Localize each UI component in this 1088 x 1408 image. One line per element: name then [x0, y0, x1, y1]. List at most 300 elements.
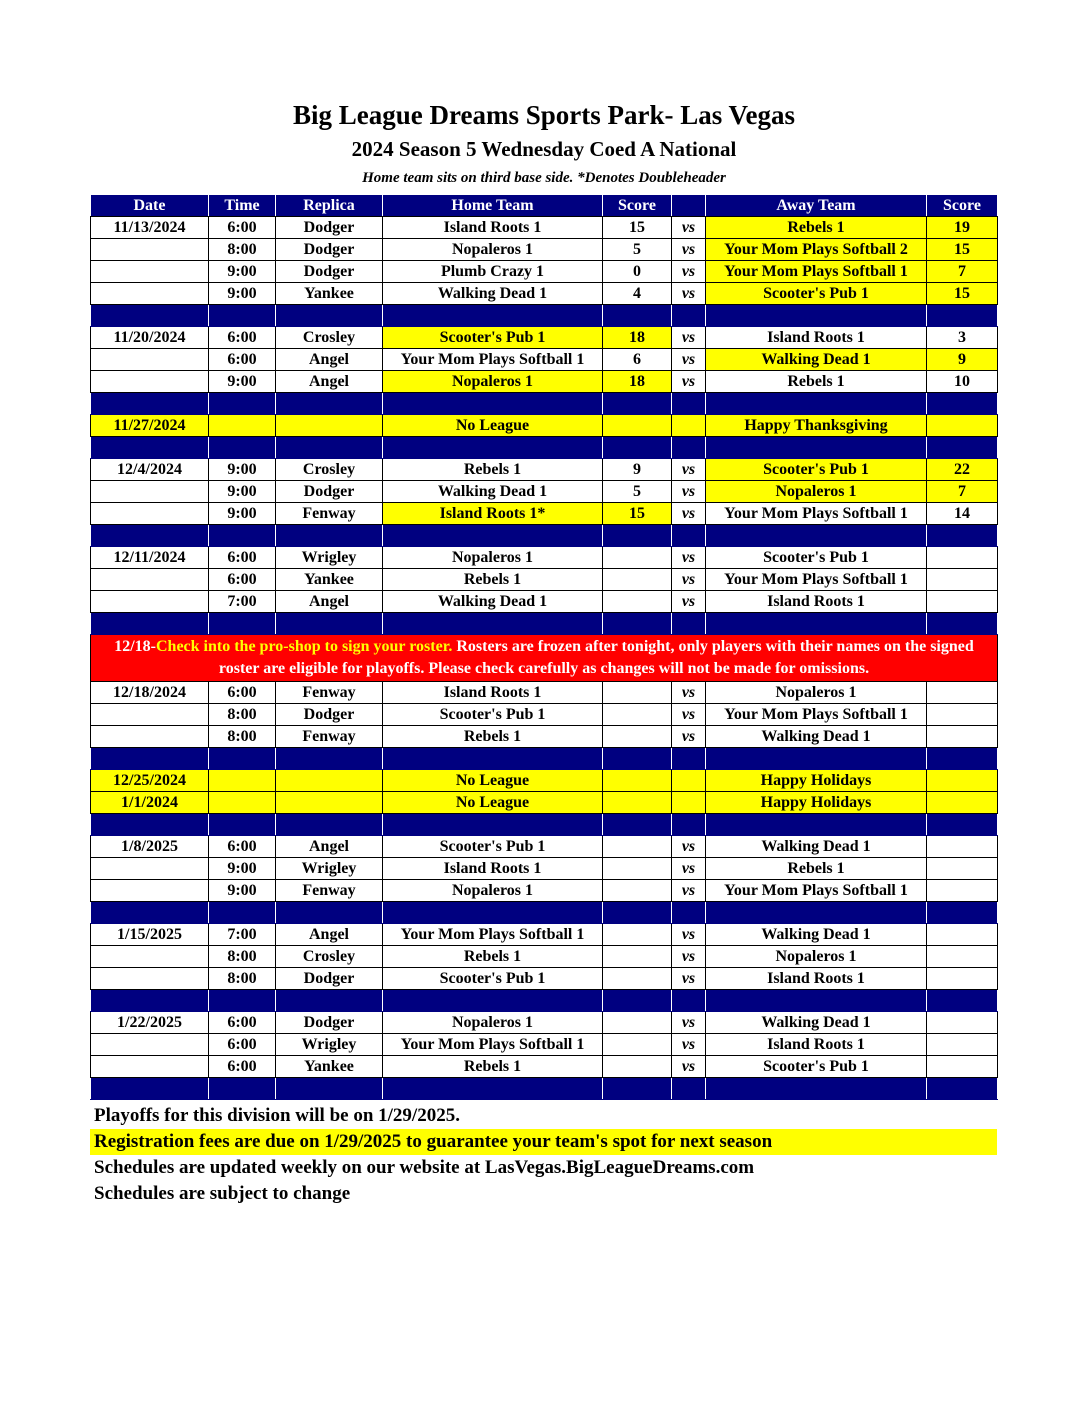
date-cell — [91, 349, 209, 371]
separator-cell — [276, 748, 383, 770]
separator-row — [91, 393, 998, 415]
time-cell: 9:00 — [209, 880, 276, 902]
separator-cell — [672, 748, 706, 770]
replica-cell: Dodger — [276, 217, 383, 239]
vs-cell: vs — [672, 726, 706, 748]
separator-cell — [209, 613, 276, 635]
away-score-cell — [927, 591, 998, 613]
away-score-cell — [927, 1012, 998, 1034]
replica-cell: Dodger — [276, 239, 383, 261]
replica-cell: Yankee — [276, 283, 383, 305]
away-team-cell: Walking Dead 1 — [706, 836, 927, 858]
away-score-cell — [927, 792, 998, 814]
home-team-cell: Island Roots 1* — [383, 503, 603, 525]
vs-cell: vs — [672, 283, 706, 305]
holiday-row — [91, 792, 998, 814]
date-cell — [91, 591, 209, 613]
away-score-cell: 19 — [927, 217, 998, 239]
change-note: Schedules are subject to change — [94, 1183, 351, 1204]
replica-cell: Fenway — [276, 682, 383, 704]
separator-cell — [672, 437, 706, 459]
separator-cell — [91, 990, 209, 1012]
game-row — [91, 704, 998, 726]
vs-cell: vs — [672, 946, 706, 968]
game-row — [91, 880, 998, 902]
away-score-cell: 15 — [927, 239, 998, 261]
home-score-cell: 18 — [603, 371, 672, 393]
time-cell: 9:00 — [209, 261, 276, 283]
column-header: Time — [209, 195, 276, 217]
time-cell: 9:00 — [209, 371, 276, 393]
separator-cell — [91, 613, 209, 635]
date-cell: 1/8/2025 — [91, 836, 209, 858]
replica-cell: Fenway — [276, 726, 383, 748]
away-score-cell — [927, 1034, 998, 1056]
home-team-cell: Nopaleros 1 — [383, 239, 603, 261]
away-team-cell: Island Roots 1 — [706, 591, 927, 613]
game-row — [91, 1056, 998, 1078]
schedule-note: Home team sits on third base side. *Denotes Doubleheader — [362, 170, 726, 186]
home-score-cell — [603, 726, 672, 748]
time-cell: 6:00 — [209, 1056, 276, 1078]
separator-row — [91, 613, 998, 635]
column-header: Date — [91, 195, 209, 217]
home-score-cell — [603, 1012, 672, 1034]
away-score-cell: 7 — [927, 261, 998, 283]
separator-cell — [603, 437, 672, 459]
vs-cell: vs — [672, 481, 706, 503]
vs-cell — [672, 770, 706, 792]
home-score-cell: 0 — [603, 261, 672, 283]
date-cell — [91, 880, 209, 902]
separator-cell — [91, 814, 209, 836]
time-cell: 6:00 — [209, 836, 276, 858]
time-cell: 6:00 — [209, 569, 276, 591]
home-score-cell — [603, 1034, 672, 1056]
date-cell — [91, 858, 209, 880]
separator-cell — [276, 902, 383, 924]
separator-cell — [383, 393, 603, 415]
time-cell: 6:00 — [209, 682, 276, 704]
roster-notice-row — [91, 635, 998, 682]
replica-cell: Angel — [276, 371, 383, 393]
game-row — [91, 503, 998, 525]
away-team-cell: Rebels 1 — [706, 858, 927, 880]
time-cell: 9:00 — [209, 858, 276, 880]
date-cell: 1/22/2025 — [91, 1012, 209, 1034]
separator-cell — [276, 525, 383, 547]
separator-cell — [383, 525, 603, 547]
replica-cell: Dodger — [276, 704, 383, 726]
vs-cell: vs — [672, 239, 706, 261]
separator-cell — [672, 613, 706, 635]
away-team-cell: Rebels 1 — [706, 217, 927, 239]
game-row — [91, 726, 998, 748]
column-header: Away Team — [706, 195, 927, 217]
column-header: Replica — [276, 195, 383, 217]
separator-row — [91, 990, 998, 1012]
replica-cell: Fenway — [276, 503, 383, 525]
vs-cell: vs — [672, 569, 706, 591]
replica-cell: Angel — [276, 836, 383, 858]
home-team-cell: Rebels 1 — [383, 946, 603, 968]
date-cell: 1/1/2024 — [91, 792, 209, 814]
home-score-cell — [603, 836, 672, 858]
home-score-cell — [603, 547, 672, 569]
notice-date: 12/18- — [114, 638, 156, 655]
separator-cell — [209, 525, 276, 547]
separator-cell — [383, 902, 603, 924]
vs-cell: vs — [672, 704, 706, 726]
away-team-cell: Your Mom Plays Softball 2 — [706, 239, 927, 261]
separator-cell — [706, 393, 927, 415]
away-team-cell: Your Mom Plays Softball 1 — [706, 704, 927, 726]
separator-cell — [383, 613, 603, 635]
home-score-cell — [603, 415, 672, 437]
separator-row — [91, 748, 998, 770]
game-row — [91, 946, 998, 968]
away-score-cell — [927, 682, 998, 704]
time-cell: 9:00 — [209, 481, 276, 503]
home-score-cell: 6 — [603, 349, 672, 371]
away-score-cell: 10 — [927, 371, 998, 393]
away-score-cell — [927, 726, 998, 748]
date-cell: 12/11/2024 — [91, 547, 209, 569]
away-team-cell: Your Mom Plays Softball 1 — [706, 569, 927, 591]
separator-cell — [91, 748, 209, 770]
replica-cell — [276, 415, 383, 437]
home-team-cell: Island Roots 1 — [383, 858, 603, 880]
away-score-cell — [927, 946, 998, 968]
separator-cell — [927, 814, 998, 836]
table-header-row — [91, 195, 998, 217]
away-score-cell — [927, 880, 998, 902]
replica-cell: Angel — [276, 924, 383, 946]
vs-cell: vs — [672, 1012, 706, 1034]
vs-cell: vs — [672, 327, 706, 349]
separator-cell — [209, 393, 276, 415]
vs-cell: vs — [672, 924, 706, 946]
game-row — [91, 239, 998, 261]
home-team-cell: Nopaleros 1 — [383, 1012, 603, 1034]
date-cell: 1/15/2025 — [91, 924, 209, 946]
vs-cell: vs — [672, 880, 706, 902]
time-cell: 6:00 — [209, 1034, 276, 1056]
vs-cell — [672, 415, 706, 437]
time-cell: 6:00 — [209, 1012, 276, 1034]
time-cell — [209, 770, 276, 792]
home-score-cell — [603, 792, 672, 814]
separator-cell — [603, 990, 672, 1012]
date-cell — [91, 704, 209, 726]
separator-cell — [672, 525, 706, 547]
home-score-cell: 15 — [603, 217, 672, 239]
away-score-cell: 22 — [927, 459, 998, 481]
away-team-cell: Walking Dead 1 — [706, 726, 927, 748]
home-team-cell: No League — [383, 415, 603, 437]
separator-cell — [91, 525, 209, 547]
home-team-cell: Nopaleros 1 — [383, 547, 603, 569]
home-score-cell — [603, 858, 672, 880]
column-header: Score — [927, 195, 998, 217]
time-cell — [209, 792, 276, 814]
away-score-cell — [927, 547, 998, 569]
away-team-cell: Island Roots 1 — [706, 1034, 927, 1056]
replica-cell: Crosley — [276, 946, 383, 968]
date-cell — [91, 481, 209, 503]
separator-cell — [927, 437, 998, 459]
home-score-cell — [603, 946, 672, 968]
date-cell — [91, 371, 209, 393]
away-team-cell: Happy Thanksgiving — [706, 415, 927, 437]
separator-cell — [603, 393, 672, 415]
holiday-row — [91, 770, 998, 792]
page-subtitle: 2024 Season 5 Wednesday Coed A National — [351, 137, 737, 161]
separator-cell — [706, 613, 927, 635]
separator-cell — [276, 1078, 383, 1100]
separator-cell — [603, 814, 672, 836]
time-cell: 8:00 — [209, 946, 276, 968]
replica-cell: Yankee — [276, 1056, 383, 1078]
home-team-cell: Island Roots 1 — [383, 217, 603, 239]
separator-cell — [276, 305, 383, 327]
date-cell — [91, 946, 209, 968]
home-score-cell — [603, 968, 672, 990]
vs-cell: vs — [672, 836, 706, 858]
registration-note: Registration fees are due on 1/29/2025 to guarantee your team's spot for next season — [90, 1129, 997, 1155]
home-team-cell: Your Mom Plays Softball 1 — [383, 1034, 603, 1056]
away-score-cell: 9 — [927, 349, 998, 371]
away-team-cell: Nopaleros 1 — [706, 946, 927, 968]
separator-cell — [672, 305, 706, 327]
notice-text: Rosters are frozen after tonight, only players with their names on the signed roster are eligible for playoffs. Please check carefully as changes will not be made for omissions. — [218, 638, 974, 677]
vs-cell: vs — [672, 349, 706, 371]
away-team-cell: Your Mom Plays Softball 1 — [706, 261, 927, 283]
separator-cell — [91, 902, 209, 924]
replica-cell: Wrigley — [276, 547, 383, 569]
vs-cell: vs — [672, 591, 706, 613]
date-cell: 11/27/2024 — [91, 415, 209, 437]
game-row — [91, 968, 998, 990]
separator-cell — [927, 393, 998, 415]
home-team-cell: Rebels 1 — [383, 726, 603, 748]
date-cell — [91, 239, 209, 261]
separator-cell — [603, 1078, 672, 1100]
separator-cell — [706, 748, 927, 770]
separator-cell — [706, 437, 927, 459]
replica-cell: Dodger — [276, 261, 383, 283]
away-score-cell — [927, 770, 998, 792]
holiday-row — [91, 415, 998, 437]
separator-cell — [927, 902, 998, 924]
separator-cell — [276, 613, 383, 635]
home-team-cell: Scooter's Pub 1 — [383, 327, 603, 349]
separator-cell — [276, 814, 383, 836]
home-team-cell: Scooter's Pub 1 — [383, 836, 603, 858]
game-row — [91, 459, 998, 481]
separator-row — [91, 814, 998, 836]
date-cell — [91, 726, 209, 748]
page-title: Big League Dreams Sports Park- Las Vegas — [292, 100, 796, 130]
away-team-cell: Your Mom Plays Softball 1 — [706, 880, 927, 902]
replica-cell: Dodger — [276, 968, 383, 990]
away-score-cell — [927, 968, 998, 990]
away-score-cell: 15 — [927, 283, 998, 305]
separator-cell — [603, 902, 672, 924]
away-score-cell: 7 — [927, 481, 998, 503]
game-row — [91, 261, 998, 283]
separator-cell — [706, 1078, 927, 1100]
away-score-cell: 14 — [927, 503, 998, 525]
home-score-cell — [603, 569, 672, 591]
game-row — [91, 1012, 998, 1034]
separator-cell — [383, 437, 603, 459]
replica-cell: Crosley — [276, 459, 383, 481]
separator-cell — [209, 902, 276, 924]
date-cell — [91, 569, 209, 591]
separator-cell — [276, 393, 383, 415]
separator-cell — [706, 525, 927, 547]
separator-cell — [927, 305, 998, 327]
away-score-cell: 3 — [927, 327, 998, 349]
time-cell: 6:00 — [209, 327, 276, 349]
separator-cell — [383, 748, 603, 770]
home-team-cell: Rebels 1 — [383, 569, 603, 591]
separator-row — [91, 525, 998, 547]
date-cell — [91, 1056, 209, 1078]
home-team-cell: Nopaleros 1 — [383, 371, 603, 393]
replica-cell — [276, 792, 383, 814]
home-score-cell — [603, 1056, 672, 1078]
separator-cell — [209, 990, 276, 1012]
time-cell: 9:00 — [209, 283, 276, 305]
replica-cell: Fenway — [276, 880, 383, 902]
game-row — [91, 371, 998, 393]
separator-cell — [672, 1078, 706, 1100]
time-cell: 8:00 — [209, 704, 276, 726]
away-team-cell: Scooter's Pub 1 — [706, 1056, 927, 1078]
game-row — [91, 1034, 998, 1056]
game-row — [91, 481, 998, 503]
replica-cell: Dodger — [276, 1012, 383, 1034]
home-score-cell — [603, 770, 672, 792]
separator-cell — [927, 613, 998, 635]
away-team-cell: Nopaleros 1 — [706, 481, 927, 503]
away-team-cell: Scooter's Pub 1 — [706, 459, 927, 481]
separator-cell — [603, 613, 672, 635]
date-cell — [91, 968, 209, 990]
separator-cell — [276, 437, 383, 459]
away-team-cell: Island Roots 1 — [706, 968, 927, 990]
time-cell: 9:00 — [209, 459, 276, 481]
time-cell: 6:00 — [209, 547, 276, 569]
replica-cell: Angel — [276, 591, 383, 613]
date-cell — [91, 1034, 209, 1056]
game-row — [91, 327, 998, 349]
vs-cell: vs — [672, 261, 706, 283]
home-score-cell — [603, 924, 672, 946]
home-score-cell — [603, 682, 672, 704]
separator-cell — [603, 525, 672, 547]
home-team-cell: No League — [383, 770, 603, 792]
separator-cell — [603, 305, 672, 327]
separator-cell — [706, 902, 927, 924]
column-header: Score — [603, 195, 672, 217]
separator-cell — [276, 990, 383, 1012]
vs-cell: vs — [672, 1034, 706, 1056]
separator-cell — [383, 305, 603, 327]
home-team-cell: Plumb Crazy 1 — [383, 261, 603, 283]
separator-cell — [927, 1078, 998, 1100]
replica-cell: Angel — [276, 349, 383, 371]
replica-cell — [276, 770, 383, 792]
home-score-cell: 5 — [603, 481, 672, 503]
game-row — [91, 836, 998, 858]
time-cell: 8:00 — [209, 968, 276, 990]
date-cell — [91, 283, 209, 305]
vs-cell: vs — [672, 503, 706, 525]
vs-cell — [672, 792, 706, 814]
game-row — [91, 924, 998, 946]
home-score-cell — [603, 880, 672, 902]
separator-cell — [927, 748, 998, 770]
away-team-cell: Scooter's Pub 1 — [706, 547, 927, 569]
vs-cell: vs — [672, 1056, 706, 1078]
separator-cell — [91, 437, 209, 459]
separator-cell — [927, 990, 998, 1012]
column-header — [672, 195, 706, 217]
home-score-cell: 15 — [603, 503, 672, 525]
replica-cell: Yankee — [276, 569, 383, 591]
schedule-table — [90, 194, 998, 1100]
home-team-cell: Nopaleros 1 — [383, 880, 603, 902]
game-row — [91, 349, 998, 371]
away-score-cell — [927, 569, 998, 591]
website-note: Schedules are updated weekly on our website at LasVegas.BigLeagueDreams.com — [94, 1157, 755, 1178]
away-score-cell — [927, 836, 998, 858]
separator-row — [91, 902, 998, 924]
home-team-cell: Your Mom Plays Softball 1 — [383, 349, 603, 371]
home-score-cell — [603, 704, 672, 726]
home-score-cell: 4 — [603, 283, 672, 305]
game-row — [91, 547, 998, 569]
separator-cell — [209, 305, 276, 327]
home-team-cell: Walking Dead 1 — [383, 283, 603, 305]
date-cell: 12/4/2024 — [91, 459, 209, 481]
time-cell: 6:00 — [209, 349, 276, 371]
away-team-cell: Walking Dead 1 — [706, 924, 927, 946]
home-team-cell: Walking Dead 1 — [383, 481, 603, 503]
vs-cell: vs — [672, 371, 706, 393]
separator-cell — [383, 814, 603, 836]
replica-cell: Wrigley — [276, 1034, 383, 1056]
separator-cell — [672, 990, 706, 1012]
away-score-cell — [927, 1056, 998, 1078]
separator-cell — [706, 814, 927, 836]
away-team-cell: Happy Holidays — [706, 770, 927, 792]
away-team-cell: Rebels 1 — [706, 371, 927, 393]
home-team-cell: Walking Dead 1 — [383, 591, 603, 613]
home-team-cell: No League — [383, 792, 603, 814]
date-cell — [91, 503, 209, 525]
away-score-cell — [927, 415, 998, 437]
away-team-cell: Walking Dead 1 — [706, 1012, 927, 1034]
time-cell: 6:00 — [209, 217, 276, 239]
separator-row — [91, 1078, 998, 1100]
date-cell — [91, 261, 209, 283]
time-cell: 7:00 — [209, 591, 276, 613]
time-cell: 8:00 — [209, 726, 276, 748]
